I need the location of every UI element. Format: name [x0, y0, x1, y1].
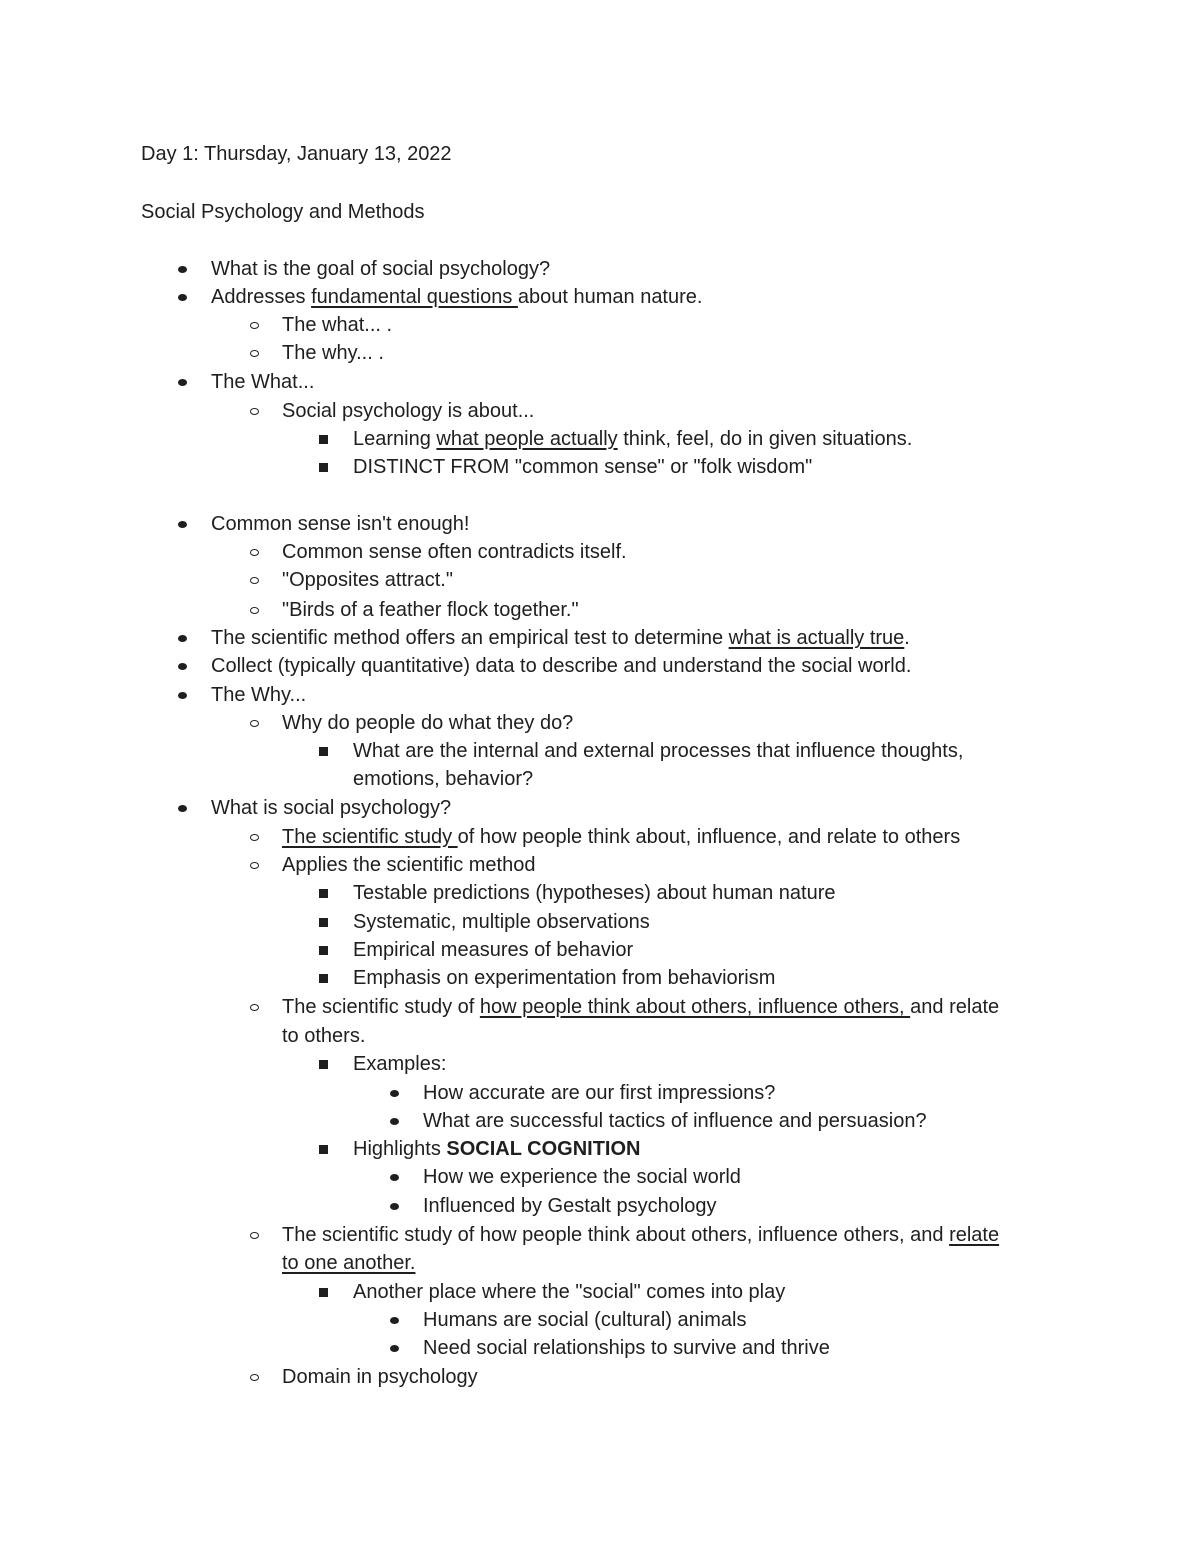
square-bullet-icon — [319, 974, 328, 983]
disc-bullet-icon — [178, 692, 187, 699]
list-item-text: "Birds of a feather flock together." — [282, 599, 579, 621]
list-item — [282, 399, 534, 423]
list-item-text: Applies the scientific method — [282, 854, 536, 876]
underlined-text: what people actually — [436, 428, 618, 450]
list-item — [282, 568, 453, 592]
underlined-text: fundamental questions — [311, 286, 518, 308]
square-bullet-icon — [319, 1145, 328, 1154]
list-item — [353, 938, 633, 962]
list-item-text: Highlights — [353, 1138, 447, 1160]
circle-bullet-icon — [250, 408, 259, 415]
list-item — [423, 1308, 746, 1332]
circle-bullet-icon — [250, 549, 259, 556]
circle-bullet-icon — [250, 350, 259, 357]
page-title: Social Psychology and Methods — [141, 201, 425, 223]
underlined-text: relate — [949, 1224, 1000, 1246]
list-item — [211, 654, 911, 678]
list-item — [353, 1052, 446, 1076]
disc-bullet-icon — [178, 294, 187, 301]
disc-bullet-icon — [390, 1090, 399, 1097]
list-item — [423, 1194, 717, 1218]
list-item-text: What are successful tactics of influence and persuasion? — [423, 1110, 927, 1132]
list-item-text: What are the internal and external processes that influence thoughts, — [353, 740, 964, 762]
list-item-text: of how people think about, influence, and relate to others — [457, 826, 961, 848]
list-item-text: Addresses — [211, 286, 312, 308]
circle-bullet-icon — [250, 1374, 259, 1381]
underlined-text: to one another. — [282, 1252, 416, 1274]
list-item — [282, 1223, 999, 1247]
list-item — [353, 767, 533, 791]
disc-bullet-icon — [178, 521, 187, 528]
list-item — [211, 626, 910, 650]
circle-bullet-icon — [250, 1232, 259, 1239]
list-item-text: Common sense isn't enough! — [211, 513, 470, 535]
disc-bullet-icon — [178, 663, 187, 670]
bold-text: SOCIAL COGNITION — [446, 1138, 641, 1160]
list-item — [353, 455, 812, 479]
square-bullet-icon — [319, 463, 328, 472]
list-item — [211, 683, 306, 707]
list-item-text: The scientific method offers an empirical test to determine — [211, 627, 729, 649]
list-item — [353, 881, 836, 905]
circle-bullet-icon — [250, 834, 259, 841]
list-item-text: . — [904, 627, 910, 649]
list-item-text: The What... — [211, 371, 315, 393]
list-item — [282, 1024, 365, 1048]
list-item-text: What is the goal of social psychology? — [211, 258, 551, 280]
list-item-text: Domain in psychology — [282, 1366, 478, 1388]
square-bullet-icon — [319, 1288, 328, 1297]
list-item — [353, 1280, 785, 1304]
disc-bullet-icon — [390, 1345, 399, 1352]
list-item-text: Another place where the "social" comes into play — [353, 1281, 786, 1303]
list-item — [211, 285, 702, 309]
circle-bullet-icon — [250, 720, 259, 727]
list-item — [211, 257, 550, 281]
list-item — [423, 1165, 741, 1189]
disc-bullet-icon — [390, 1203, 399, 1210]
disc-bullet-icon — [390, 1174, 399, 1181]
list-item — [211, 512, 469, 536]
list-item-text: to others. — [282, 1025, 366, 1047]
list-item-text: Learning — [353, 428, 437, 450]
list-item-text: think, feel, do in given situations. — [617, 428, 913, 450]
list-item-text: Humans are social (cultural) animals — [423, 1309, 747, 1331]
disc-bullet-icon — [178, 266, 187, 273]
list-item — [353, 910, 650, 934]
circle-bullet-icon — [250, 1004, 259, 1011]
list-item-text: Systematic, multiple observations — [353, 911, 650, 933]
underlined-text: how people think about others, influence others, — [479, 996, 911, 1018]
list-item — [282, 540, 627, 564]
list-item — [423, 1081, 775, 1105]
list-item-text: What is social psychology? — [211, 797, 452, 819]
list-item-text: The why... . — [282, 342, 384, 364]
square-bullet-icon — [319, 918, 328, 927]
underlined-text: The scientific study — [282, 826, 458, 848]
square-bullet-icon — [319, 435, 328, 444]
list-item-text: Testable predictions (hypotheses) about human nature — [353, 882, 836, 904]
circle-bullet-icon — [250, 322, 259, 329]
list-item — [211, 370, 314, 394]
list-item-text: Common sense often contradicts itself. — [282, 541, 627, 563]
list-item — [423, 1109, 927, 1133]
list-item-text: emotions, behavior? — [353, 768, 534, 790]
list-item — [353, 427, 912, 451]
disc-bullet-icon — [178, 805, 187, 812]
underlined-text: what is actually true — [728, 627, 905, 649]
date-heading: Day 1: Thursday, January 13, 2022 — [141, 143, 452, 165]
list-item-text: Examples: — [353, 1053, 447, 1075]
list-item-text: Empirical measures of behavior — [353, 939, 634, 961]
list-item-text: Social psychology is about... — [282, 400, 535, 422]
list-item — [282, 1365, 478, 1389]
list-item-text: about human nature. — [517, 286, 703, 308]
list-item-text: The Why... — [211, 684, 307, 706]
list-item — [282, 825, 960, 849]
list-item — [282, 711, 573, 735]
square-bullet-icon — [319, 889, 328, 898]
disc-bullet-icon — [390, 1317, 399, 1324]
list-item — [282, 598, 579, 622]
list-item-text: Need social relationships to survive and thrive — [423, 1337, 830, 1359]
list-item — [282, 341, 384, 365]
list-item — [211, 796, 451, 820]
circle-bullet-icon — [250, 607, 259, 614]
list-item-text: Emphasis on experimentation from behaviorism — [353, 967, 776, 989]
list-item-text: How we experience the social world — [423, 1166, 741, 1188]
list-item-text: The what... . — [282, 314, 393, 336]
list-item-text: "Opposites attract." — [282, 569, 453, 591]
square-bullet-icon — [319, 747, 328, 756]
square-bullet-icon — [319, 946, 328, 955]
disc-bullet-icon — [178, 635, 187, 642]
list-item-text: The scientific study of — [282, 996, 480, 1018]
list-item — [353, 966, 775, 990]
list-item — [353, 739, 963, 763]
list-item-text: How accurate are our first impressions? — [423, 1082, 776, 1104]
circle-bullet-icon — [250, 577, 259, 584]
list-item — [282, 995, 999, 1019]
list-item — [353, 1137, 640, 1161]
list-item-text: Collect (typically quantitative) data to describe and understand the social world. — [211, 655, 912, 677]
list-item — [282, 853, 535, 877]
circle-bullet-icon — [250, 862, 259, 869]
list-item — [282, 313, 392, 337]
disc-bullet-icon — [390, 1118, 399, 1125]
list-item — [423, 1336, 830, 1360]
list-item-text: DISTINCT FROM "common sense" or "folk wisdom" — [353, 456, 813, 478]
square-bullet-icon — [319, 1060, 328, 1069]
list-item — [282, 1251, 415, 1275]
list-item-text: Why do people do what they do? — [282, 712, 574, 734]
list-item-text: and relate — [910, 996, 1000, 1018]
list-item-text: The scientific study of how people think about others, influence others, and — [282, 1224, 950, 1246]
disc-bullet-icon — [178, 379, 187, 386]
list-item-text: Influenced by Gestalt psychology — [423, 1195, 717, 1217]
